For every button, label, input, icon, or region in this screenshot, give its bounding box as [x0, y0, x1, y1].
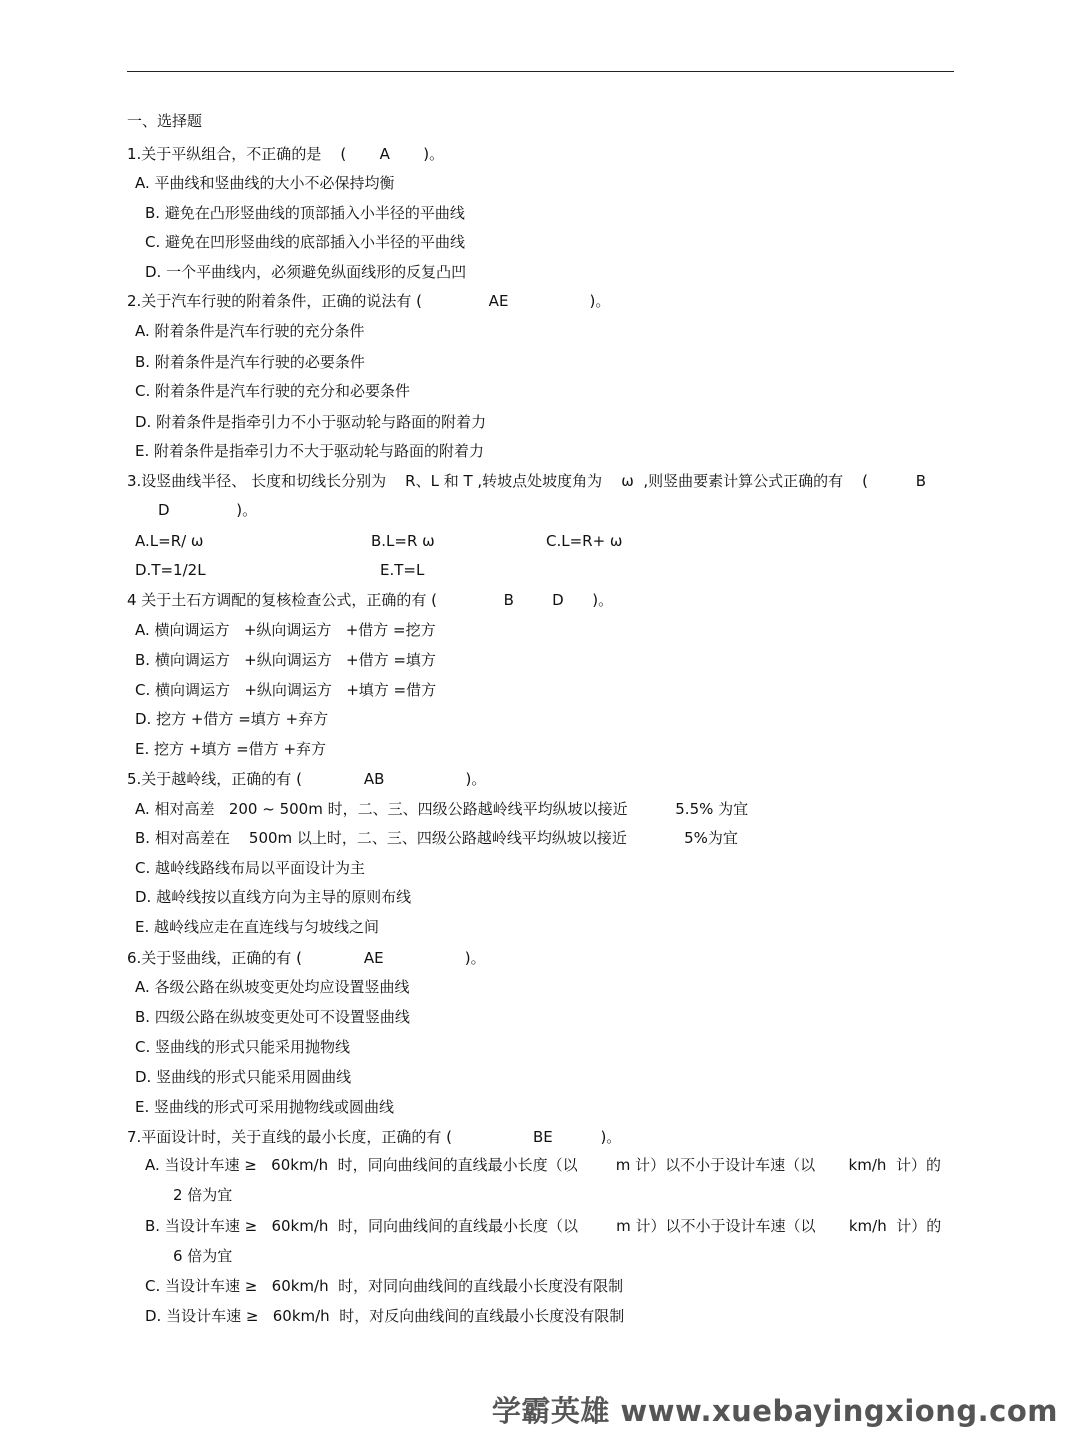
question-2-option-e: E. 附着条件是指牵引力不大于驱动轮与路面的附着力: [135, 442, 485, 460]
question-5-option-a: A. 相对高差 200 ~ 500m 时，二、三、四级公路越岭线平均纵坡以接近 5.5% 为宜: [135, 800, 749, 818]
section-title: 一、选择题: [127, 112, 203, 130]
question-1-option-a: A. 平曲线和竖曲线的大小不必保持均衡: [135, 174, 395, 192]
question-5-option-b: B. 相对高差在 500m 以上时，二、三、四级公路越岭线平均纵坡以接近 5%为宜: [135, 829, 738, 847]
question-3-option-e: E.T=L: [380, 561, 425, 579]
question-6-option-b: B. 四级公路在纵坡变更处可不设置竖曲线: [135, 1008, 410, 1026]
question-7-option-a: A. 当设计车速 ≥ 60km/h 时，同向曲线间的直线最小长度（以 m 计）以不小于设计车速（以 km/h 计）的: [145, 1156, 941, 1174]
question-7-option-c: C. 当设计车速 ≥ 60km/h 时，对同向曲线间的直线最小长度没有限制: [145, 1277, 624, 1295]
question-4-option-b: B. 横向调运方 +纵向调运方 +借方 =填方: [135, 651, 436, 669]
question-4-stem: 4 关于土石方调配的复核检查公式，正确的有 ( B D )。: [127, 591, 614, 609]
question-2-option-c: C. 附着条件是汽车行驶的充分和必要条件: [135, 382, 411, 400]
question-4-option-e: E. 挖方 +填方 =借方 +弃方: [135, 740, 327, 758]
question-6-option-c: C. 竖曲线的形式只能采用抛物线: [135, 1038, 351, 1056]
question-5-stem: 5.关于越岭线，正确的有 ( AB )。: [127, 770, 487, 788]
question-7-option-a-cont: 2 倍为宜: [173, 1186, 233, 1204]
question-1-option-c: C. 避免在凹形竖曲线的底部插入小半径的平曲线: [145, 233, 466, 251]
question-7-option-b: B. 当设计车速 ≥ 60km/h 时，同向曲线间的直线最小长度（以 m 计）以不小于设计车速（以 km/h 计）的: [145, 1217, 942, 1235]
question-3-option-b: B.L=R ω: [371, 532, 435, 550]
question-2-stem: 2.关于汽车行驶的附着条件，正确的说法有 ( AE )。: [127, 292, 611, 310]
question-4-option-a: A. 横向调运方 +纵向调运方 +借方 =挖方: [135, 621, 436, 639]
watermark: 学霸英雄 www.xuebayingxiong.com: [491, 1394, 1058, 1428]
question-2-option-b: B. 附着条件是汽车行驶的必要条件: [135, 353, 365, 371]
question-5-option-d: D. 越岭线按以直线方向为主导的原则布线: [135, 888, 412, 906]
question-3-stem: 3.设竖曲线半径、 长度和切线长分别为 R、L 和 T ,转坡点处坡度角为 ω ,则竖曲要素计算公式正确的有 ( B: [127, 472, 927, 490]
question-1-option-b: B. 避免在凸形竖曲线的顶部插入小半径的平曲线: [145, 204, 465, 222]
question-4-option-c: C. 横向调运方 +纵向调运方 +填方 =借方: [135, 681, 437, 699]
question-2-option-d: D. 附着条件是指牵引力不小于驱动轮与路面的附着力: [135, 413, 487, 431]
question-7-stem: 7.平面设计时，关于直线的最小长度，正确的有 ( BE )。: [127, 1128, 622, 1146]
question-7-option-d: D. 当设计车速 ≥ 60km/h 时，对反向曲线间的直线最小长度没有限制: [145, 1307, 625, 1325]
question-3-option-a: A.L=R/ ω: [135, 532, 204, 550]
question-2-option-a: A. 附着条件是汽车行驶的充分条件: [135, 322, 365, 340]
question-5-option-c: C. 越岭线路线布局以平面设计为主: [135, 859, 366, 877]
question-7-option-b-cont: 6 倍为宜: [173, 1247, 233, 1265]
question-1-option-d: D. 一个平曲线内，必须避免纵面线形的反复凸凹: [145, 263, 467, 281]
question-3-option-d: D.T=1/2L: [135, 561, 206, 579]
question-6-option-a: A. 各级公路在纵坡变更处均应设置竖曲线: [135, 978, 410, 996]
question-1-stem: 1.关于平纵组合，不正确的是 ( A )。: [127, 145, 445, 163]
question-6-option-e: E. 竖曲线的形式可采用抛物线或圆曲线: [135, 1098, 395, 1116]
question-4-option-d: D. 挖方 +借方 =填方 +弃方: [135, 710, 329, 728]
question-6-option-d: D. 竖曲线的形式只能采用圆曲线: [135, 1068, 352, 1086]
question-3-option-c: C.L=R+ ω: [546, 532, 623, 550]
question-5-option-e: E. 越岭线应走在直连线与匀坡线之间: [135, 918, 380, 936]
question-6-stem: 6.关于竖曲线，正确的有 ( AE )。: [127, 949, 486, 967]
question-3-stem-cont: D )。: [158, 501, 258, 519]
header-rule: [127, 71, 954, 72]
